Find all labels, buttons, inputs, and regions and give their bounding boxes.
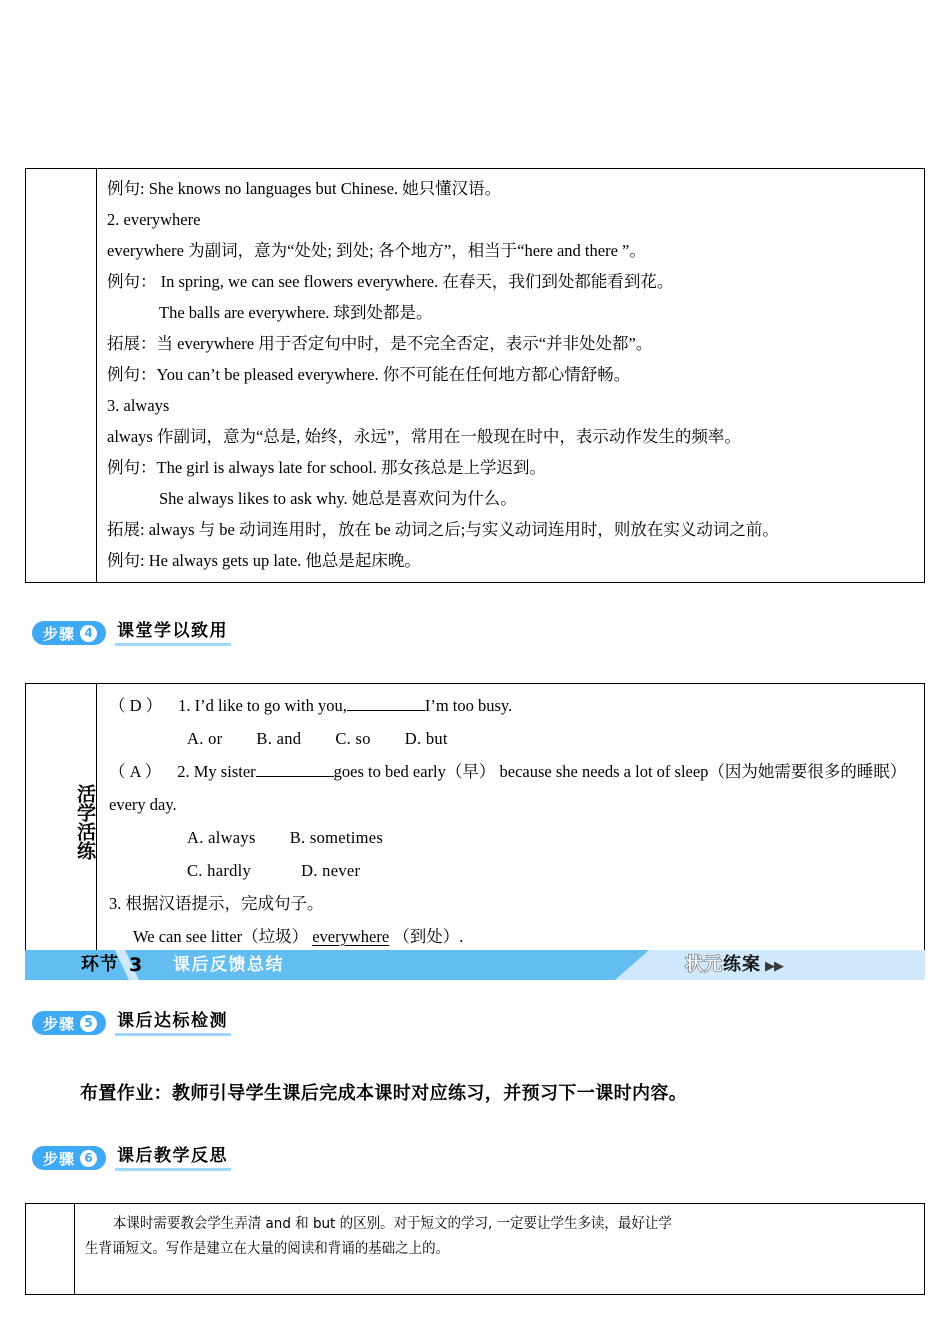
step-badge-4: [32, 620, 231, 646]
grammar-line: 2. everywhere: [107, 210, 201, 229]
q2-option-b[interactable]: B. sometimes: [289, 828, 384, 847]
banner-subtitle: 课后反馈总结: [173, 955, 284, 975]
step-pill: [32, 1011, 106, 1035]
grammar-line: 3. always: [107, 396, 170, 415]
step-badge-6: [32, 1145, 231, 1171]
homework-assignment: 布置作业：教师引导学生课后完成本课时对应练习，并预习下一课时内容。: [80, 1083, 688, 1104]
grammar-notes-table: [25, 168, 925, 583]
q2-stem-before: My sister: [193, 762, 256, 781]
q1-stem-before: I’d like to go with you,: [194, 696, 347, 715]
q2-option-c[interactable]: C. hardly: [187, 861, 252, 880]
step-pill-label: 步骤: [43, 1014, 76, 1033]
practice-body-cell: [97, 684, 925, 960]
grammar-label-cell: [26, 169, 97, 583]
q1-option-a[interactable]: A. or: [187, 729, 223, 748]
q1-option-d[interactable]: D. but: [404, 729, 448, 748]
grammar-line: The balls are everywhere. 球到处都是。: [159, 303, 433, 322]
grammar-line: 例句: He always gets up late. 他总是起床晚。: [107, 551, 421, 570]
grammar-line: 例句：You can’t be pleased everywhere. 你不可能在任何地方都心情舒畅。: [107, 365, 631, 384]
q2-number: 2.: [177, 762, 190, 781]
question-1-stem: [109, 689, 916, 722]
grammar-line: everywhere 为副词，意为“处处; 到处; 各个地方”，相当于“here and there ”。: [107, 241, 646, 260]
q2-blank[interactable]: [256, 776, 334, 777]
practice-table: [25, 683, 925, 960]
step-pill: [32, 621, 106, 645]
brand-outline-text: 状元: [685, 954, 723, 975]
grammar-line: She always likes to ask why. 她总是喜欢问为什么。: [159, 489, 517, 508]
step-number-circle-icon: 6: [80, 1150, 97, 1167]
q1-option-b[interactable]: B. and: [256, 729, 302, 748]
reflection-label-cell: [26, 1204, 75, 1295]
grammar-body-cell: [97, 169, 925, 583]
reflection-line: 本课时需要教会学生弄清 and 和 but 的区别。对于短文的学习, 一定要让学生多读，最好让学: [112, 1216, 672, 1232]
q2-option-a[interactable]: A. always: [187, 828, 256, 847]
reflection-line: 生背诵短文。写作是建立在大量的阅读和背诵的基础之上的。: [85, 1241, 450, 1257]
q1-number: 1.: [178, 696, 191, 715]
banner-section-label: 环节: [81, 954, 119, 975]
q3-sentence-after: （到处）.: [393, 927, 464, 946]
question-2-stem: [109, 755, 916, 821]
step-badge-5: [32, 1010, 231, 1036]
step-title: 课后教学反思: [115, 1145, 231, 1171]
question-1-options: [109, 722, 916, 755]
q1-option-c[interactable]: C. so: [335, 729, 371, 748]
q3-sentence-before: We can see litter（垃圾）: [133, 927, 309, 946]
table-row: [26, 684, 925, 960]
grammar-line: 例句： In spring, we can see flowers everywhere. 在春天，我们到处都能看到花。: [107, 272, 674, 291]
step-number-circle-icon: 5: [80, 1015, 97, 1032]
q1-stem-after: I’m too busy.: [424, 696, 513, 715]
grammar-line: always 作副词，意为“总是, 始终，永远”，常用在一般现在时中，表示动作发生的频率。: [107, 427, 741, 446]
q3-number: 3.: [109, 894, 122, 913]
q1-blank[interactable]: [347, 710, 425, 711]
q2-answer-marker: （ A ）: [109, 762, 162, 781]
reflection-table: [25, 1203, 925, 1295]
grammar-line: 例句: She knows no languages but Chinese. 她只懂汉语。: [107, 179, 502, 198]
question-3-prompt: [109, 887, 916, 920]
q1-answer-marker: （ D ）: [109, 696, 163, 715]
q3-prompt-text: 根据汉语提示，完成句子。: [125, 894, 324, 913]
table-row: [26, 1204, 925, 1295]
step-title: 课后达标检测: [115, 1010, 231, 1036]
brand-solid-text: 练案: [723, 954, 761, 975]
step-pill-label: 步骤: [43, 1149, 76, 1168]
reflection-body-cell: [75, 1204, 925, 1295]
section-banner: [25, 950, 925, 980]
practice-vertical-label: 活学活练: [74, 783, 96, 860]
practice-label-cell: [26, 684, 97, 960]
grammar-line: 拓展: always 与 be 动词连用时，放在 be 动词之后;与实义动词连用时，则放在实义动词之前。: [107, 520, 779, 539]
question-2-options-row-2: [109, 854, 916, 887]
step-number-circle-icon: 4: [80, 625, 97, 642]
table-row: [26, 169, 925, 583]
question-3-sentence: [109, 920, 916, 953]
double-arrow-icon: ▶▶: [765, 959, 783, 974]
grammar-line: 拓展：当 everywhere 用于否定句中时，是不完全否定，表示“并非处处都”。: [107, 334, 653, 353]
question-2-options-row-1: [109, 821, 916, 854]
banner-brand: [685, 952, 783, 980]
grammar-line: 例句：The girl is always late for school. 那女孩总是上学迟到。: [107, 458, 547, 477]
q2-stem-after: goes to bed early（早） because she needs a lot of sleep（因为她需要很多的睡眠） every day.: [109, 762, 907, 814]
step-title: 课堂学以致用: [115, 620, 231, 646]
q2-option-d[interactable]: D. never: [301, 861, 361, 880]
q3-answer[interactable]: everywhere: [312, 927, 390, 946]
step-pill: [32, 1146, 106, 1170]
step-pill-label: 步骤: [43, 624, 76, 643]
banner-section-number: 3: [129, 954, 143, 976]
